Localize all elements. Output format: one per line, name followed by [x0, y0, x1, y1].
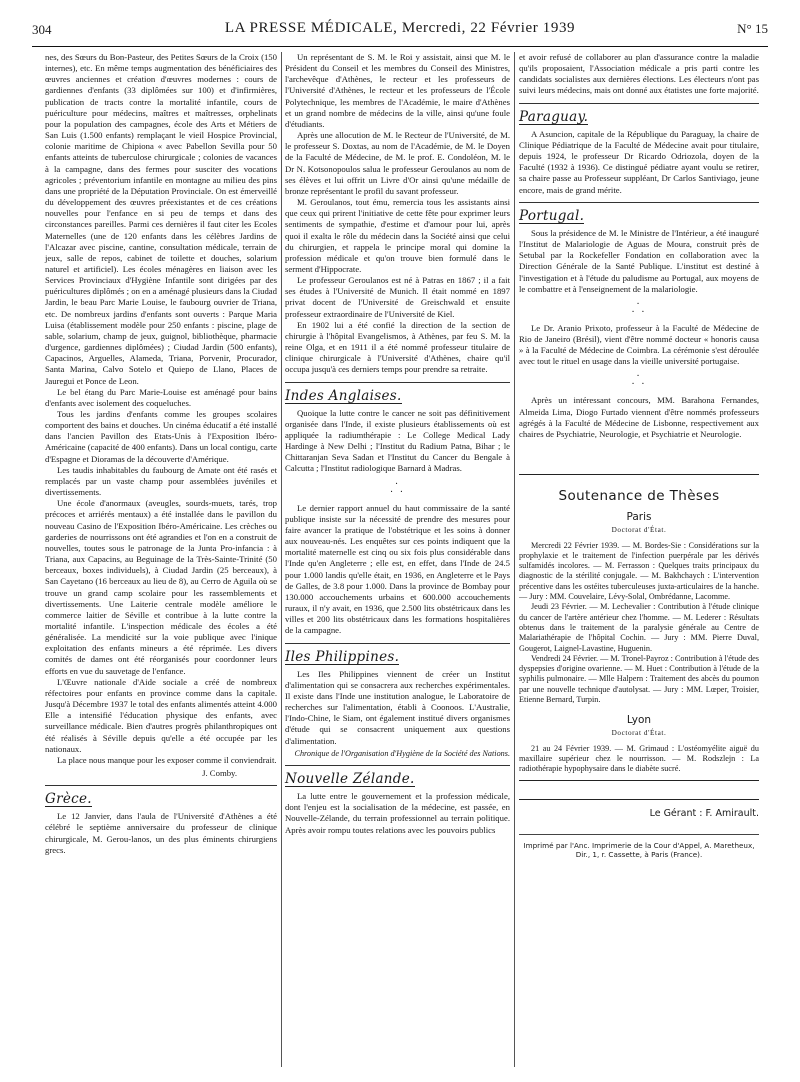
author-signature: J. Comby. — [202, 768, 237, 778]
col2-paragraph: Le professeur Geroulanos est né à Patras en 1867 ; il a fait ses études à l'Université de Munich. Il était nommé en 1897 privat docent de l'Université de Greischwald et ensuite professeur extraordinaire de l'Université de Kiel. — [285, 275, 510, 319]
section-separator — [45, 785, 277, 786]
column-divider-1 — [281, 52, 282, 1067]
these-entry: Jeudi 23 Février. — M. Lechevalier : Contribution à l'étude clinique du cancer de l'artère antérieur chez l'homme. — M. Lederer : Résultats obtenus dans le traitement de la paralysie générale au Centre de Malariathérapie de l'hôpital Cochin. — Jury : MM. Pierre Duval, Gougerot, Laignel-Lavastine, Huguenin. — [519, 602, 759, 653]
nz-paragraph: La lutte entre le gouvernement et la profession médicale, dont l'enjeu est la socialisation de la médecine, est passée, en Nouvelle-Zélande, du terrain professionnel au terrain politique. Après avoir rompu toutes relations avec les pouvoirs publics — [285, 791, 510, 835]
nz-continuation: et avoir refusé de collaborer au plan d'assurance contre la maladie qu'ils proposaient, l'Association médicale a pris parti contre les candidats socialistes aux dernières élections. Les électeurs n'ont pas suivi leurs médecins, mais ont donné aux étatistes une forte majorité. — [519, 52, 759, 96]
col1-paragraph: La place nous manque pour les exposer comme il conviendrait. — [57, 754, 277, 765]
section-heading-indes: Indes Anglaises. — [285, 387, 402, 404]
column-divider-2 — [514, 52, 515, 1067]
header-rule — [32, 46, 768, 47]
section-heading-nouvelle-zelande: Nouvelle Zélande. — [285, 770, 415, 787]
city-heading-lyon: Lyon — [626, 714, 652, 727]
city-heading-paris: Paris — [626, 511, 652, 524]
doctorat-label: Doctorat d'État. — [611, 729, 667, 738]
these-entry: 21 au 24 Février 1939. — M. Grimaud : L'ostéomyélite aiguë du maxillaire supérieur chez le nourrisson. — M. Rodszlejn : La radiothérapie hypophysaire dans le diabète sucré. — [519, 743, 759, 774]
these-entry: Mercredi 22 Février 1939. — M. Bordes-Sie : Considérations sur la prophylaxie et le traitement de l'infection puerpérale par les dérivés sulfamidés incolores. — M. Ferrasson : Quelques traits principaux du diagnostic de la stérilité conjugale. — M. Bakhchaych : L'intervention précentive dans les ostéites tuberculeuses juxta-articulaires de la hanche. — Jury : MM. Couvelaire, Lévy-Solal, Ombrédanne, Lacomme. — [519, 540, 759, 602]
col1-paragraph: Les taudis inhabitables du faubourg de Amate ont été rasés et remplacés par un vaste champ pour assemblées juvéniles et divertissements. — [45, 464, 277, 498]
paraguay-paragraph: A Asuncion, capitale de la République du Paraguay, la chaire de Clinique Pédiatrique de la Faculté de Médecine avait pour titulaire, depuis 1924, le professeur Dr Ricardo Odriozola, doyen de la Faculté (1932 à 1936). Ce distingué pédiatre ayant voulu se retirer, sa chaire passe au Professeur suppléant, Dr Carlos Santiviago, jeune encore, mais de grand mérite. — [519, 128, 759, 195]
col1-paragraph: Le bel étang du Parc Marie-Louise est aménagé pour bains d'enfants avec isolement des coqueluches. — [45, 386, 277, 408]
col1-paragraph: Une école d'anormaux (aveugles, sourds-muets, tarés, trop précoces et arriérés mentaux) a été installée dans le pavillon du nouveau Casino de l'Exposition Ibéro-Américaine. Les crèches ou garderies de nourrissons ont été agrandies et l'on en a construit de nouvelles, toutes sous le patronage de la Junta Pro-infancia : à Triana, aux Capacins, au Beguinage de la Très-Sainte-Trinité (50 berceaux, boxes individuels), à Ciudad Jardin (25 berceaux), à San Cayetano (16 berceaux au lieu de 8), au Cerro de Aguila où se trouve un grand camp scolaire pour les rassemblements et divertissements. Une Laiterie centrale modèle améliore le commerce laitier de Séville et contribue à la lutte contre la mortalité infantile. L'inspection médicale des écoles a été généralisée. La mendicité sur la voie publique avec l'inique exploitation des enfants mineurs a été réprimée. Les divers comités de dames ont été réorganisés pour coordonner leurs efforts en vue du sauvetage de l'enfance. — [45, 498, 277, 676]
grece-paragraph: Le 12 Janvier, dans l'aula de l'Université d'Athènes a été célébré le septième anniversaire du professeur de clinique chirurgicale, M. Gerou-lanos, un des plus éminents chirurgiens grecs. — [45, 811, 277, 855]
portugal-paragraph: Sous la présidence de M. le Ministre de l'Intérieur, a été inauguré l'Institut de Malariologie de Aguas de Moura, construit près de Setubal par la Rockefeller Fondation en collaboration avec la Direction Générale de la Santé Publique. L'institut est destiné à l'investigation et à l'étude du paludisme au Portugal, aux moyens de le combattre et à l'enseignement de la malariologie. — [519, 227, 759, 294]
issue-number: N° 15 — [737, 21, 768, 36]
column-2 — [285, 52, 510, 836]
section-separator — [285, 643, 510, 644]
section-heading-grece: Grèce. — [45, 791, 92, 808]
indes-paragraph: Le dernier rapport annuel du haut commissaire de la santé publique insiste sur la nécessité de prendre des mesures pour faire avancer la pratique de l'obstétrique et les soins à donner aux nouveau-nés. Les enquêtes sur ces points indiquent que la mortalité maternelle est cinq ou six fois plus considérable dans l'Inde qu'en Angleterre ; elle est, en effet, dans l'Inde de 24.5 pour 1.000 landis qu'elle était, en 1936, en Angleterre et le Pays de Galles, de 3.8 pour 1.000. Dans la province de Bombay pour 130.000 accouchements urbains et 600.000 accouchements ruraux, il n'y avait, en 1936, que 2.500 lits obstétricaux dans les villes et 200 lits obstétricaux dans les formations hospitalières de la campagne. — [285, 502, 510, 636]
section-heading-paraguay: Paraguay. — [519, 108, 589, 125]
indes-paragraph: Quoique la lutte contre le cancer ne soit pas définitivement organisée dans l'Inde, il existe plusieurs établissements où est appliquée la radiumthérapie : Le College Medical Lady Hardinge à New Delhi ; l'Institut du Radium Patna, Bihar ; le Chittaranjan Seva Sadan et l'Institut du Cancer du Bengale à Calcutta ; l'Institut radiologique Barnard à Madras. — [285, 407, 510, 474]
column-3 — [519, 52, 759, 860]
page-number: 304 — [32, 22, 52, 37]
col2-paragraph: En 1902 lui a été confié la direction de la section de chirurgie à l'hôpital Evangelismos, à Athènes, par feu S. M. la reine Olga, et en 1911 il a été nommé professeur titulaire de clinique chirurgicale à l'Université d'Athènes, chaire qu'il occupa jusqu'à ces derniers temps pour prendre sa retraite. — [285, 319, 510, 375]
soutenance-title: Soutenance de Thèses — [558, 488, 720, 505]
col2-paragraph: Un représentant de S. M. le Roi y assistait, ainsi que M. le Président du Conseil et les membres du Conseil des Ministres, l'archevêque d'Athènes, le recteur et les professeurs de l'Université d'Athènes, le recteur et les professeurs de l'École Polytechnique, les membres de l'Académie, le maire d'Athènes et un grand nombre de médecins de la ville, ainsi qu'une foule d'étudiants. — [285, 52, 510, 129]
source-credit: Chronique de l'Organisation d'Hygiène de la Société des Nations. — [294, 748, 510, 758]
running-title: LA PRESSE MÉDICALE, Mercredi, 22 Février 1939 — [224, 20, 576, 36]
column-1 — [45, 52, 277, 856]
section-heading-philippines: Iles Philippines. — [285, 648, 400, 665]
col1-paragraph: nes, des Sœurs du Bon-Pasteur, des Petites Sœurs de la Croix (150 internes), etc. En même temps augmentation des bénéficiaires des œuvres anciennes et création d'œuvres modernes : cours de gardiennes d'enfants (33 diplômées sur 100) et d'infirmières, publication de tracts contre la mortalité infantile, cours de puériculture pour médecins, maîtres et maîtresses, orphelinats pour la population des campagnes, école des Arts et Métiers de San Luis (1.500 enfants) remplaçant le vieil Hospice Provincial, colonie maritime de Chipiona « avec Pabellon Sevilla pour 50 enfants atteints de tuberculose chirurgicale ; colonies de vacances à la campagne, dans des fermes pour susciter des vocations agricoles ; préventorium infantile en montagne au milieu des pins dans une propriété de la Députation Provinciale. On est émerveillé du développement des œuvres préexistantes et de ces créations nouvelles pour l'enfance en si peu de temps et dans des circonstances pareilles. Parmi ces dernières il faut citer les Ecoles Maternelles (une de 120 enfants dans les célèbres Jardins de l'Alcazar avec piscine, cantine, consultation médicale, terrain de jeux, salle de repos, cabinet de toilette et douches, solarium naturel et artificiel). Les écoles ménagères en liaison avec les Services Provinciaux d'Hygiène Infantile sont dirigées par des puéricultures diplômés ; on en a aménagé plusieurs dans la Ciudad Jardin, le beau Parc Marie Louise, le faubourg ouvrier de Triana, etc. De nombreux jardins d'enfants sont ouverts : Parque Maria Luisa (établissement modèle pour 250 enfants : piscine, plage de sable, solarium, champ de jeux, guignol, bibliothèque, pharmacie d'urgence, gardiennes diplômées) ; Ciudad Jardin (500 enfants), Capacinos, Arguelles, Alameda, Triana, Porvenir, Procurador, Santa Marina, Calvo Sotelo et Quiepo de Llano, Places de Jauregui et Ponce de Leon. — [45, 52, 277, 386]
section-separator — [285, 382, 510, 383]
printer-credit: Imprimé par l'Anc. Imprimerie de la Cour d'Appel, A. Maretheux, Dir., 1, r. Cassette, à Paris (France). — [519, 834, 759, 861]
separator-dots: · · · — [631, 298, 647, 318]
gerant-line: Le Gérant : F. Amirault. — [519, 799, 759, 819]
these-entry: Vendredi 24 Février. — M. Tronel-Payroz : Contribution à l'étude des dyspepsies d'origine ovarienne. — M. Huet : Contribution à l'étude de la syphilis pulmonaire. — Mlle Halpern : Traitement des abcès du poumon par une nouvelle technique d'autolysat. — Jury : MM. Lœper, Troisier, Etienne Bernard, Turpin. — [519, 653, 759, 704]
col2-paragraph: M. Geroulanos, tout ému, remercia tous les assistants ainsi que ceux qui prirent l'initiative de cette fête pour exprimer leurs sentiments de sympathie, d'estime et d'amour pour lui, après quoi il exalta le rôle du médecin dans la Société ainsi que celui du chirurgien, et rappela le principe moral qui domine la profession médicale et qu'on trouve bien formulé dans le serment d'Hippocrate. — [285, 197, 510, 274]
soutenance-box — [519, 474, 759, 781]
portugal-paragraph: Le Dr. Aranio Prixoto, professeur à la Faculté de Médecine de Rio de Janeiro (Brésil), vient d'être nommé docteur « honoris causa » à la Faculté de Médecine de Coimbra. La cérémonie s'est déroulée avec tout le rituel en usage dans la vieille université portugaise. — [519, 322, 759, 367]
section-heading-portugal: Portugal. — [519, 207, 585, 224]
col2-paragraph: Après une allocution de M. le Recteur de l'Université, de M. le professeur S. Doxtas, au nom de l'Académie, de M. le Doyen de la Faculté de Médecine, de M. le prof. E. Condoléon, M. le Dr N. Kotsonopoulos salua le professeur Geroulanos au nom de ses élèves et lui offrit un Livre d'Or ainsi qu'une médaille de bronze représentant le profil du savant professeur. — [285, 130, 510, 196]
section-separator — [519, 202, 759, 203]
section-separator — [519, 103, 759, 104]
col1-paragraph: Tous les jardins d'enfants comme les groupes scolaires comportent des bains et douches. Un cinéma éducatif a été installé dans l'ancien Pavillon des Etats-Unis à l'Exposition Ibéro-Américaine (capacité de 400 enfants). Dans un local contigu, carte d'Espagne et Dioramas de la découverte d'Amérique. — [45, 409, 277, 464]
section-separator — [285, 765, 510, 766]
col1-paragraph: L'Œuvre nationale d'Aide sociale a créé de nombreux réfectoires pour enfants en province comme dans la capitale. Jusqu'à Décembre 1937 le total des enfants alimentés atteint 4.000 Elle a intensifié l'éducation physique des enfants, avec surveillance médicale. Bien d'autres progrès philanthropiques ont été réalisés à Séville depuis qu'elle a été occupée par les nationaux. — [45, 676, 277, 754]
separator-dots: · · · — [389, 478, 406, 498]
doctorat-label: Doctorat d'État. — [611, 526, 667, 535]
separator-dots: · · · — [631, 371, 647, 391]
philippines-paragraph: Les Iles Philippines viennent de créer un Institut d'alimentation qui se consacrera aux recherches expérimentales. Il existe dans l'Inde une institution analogue, le Laboratoire de recherches sur l'alimentation, établi à Coonoos. L'Australie, l'Indo-Chine, le Siam, ont également institué divers organismes d'étude qui se consacrent uniquement aux questions d'alimentation. — [285, 668, 510, 746]
portugal-paragraph: Après un intéressant concours, MM. Barahona Fernandes, Almeida Lima, Diogo Furtado viennent d'être nommés professeurs agrégés à la Faculté de Médecine de Lisbonne, respectivement aux chaires de Psychiatrie, Neurologie, et Psychiatrie et Neurologie. — [519, 395, 759, 439]
page-header — [32, 18, 768, 42]
